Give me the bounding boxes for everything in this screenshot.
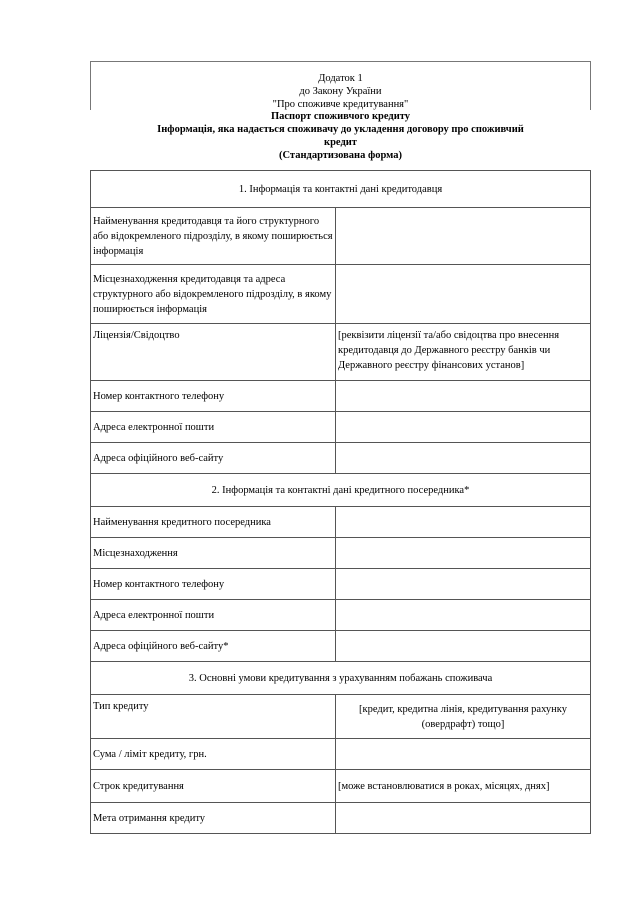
section-3-heading: 3. Основні умови кредитування з урахуванням побажань споживача [91, 662, 591, 695]
row-value[interactable]: [кредит, кредитна лінія, кредитування рахунку (овердрафт) тощо] [336, 695, 591, 739]
section-heading-row [91, 662, 591, 695]
table-row [91, 803, 591, 834]
table-row [91, 569, 591, 600]
row-value[interactable] [336, 381, 591, 412]
row-value[interactable] [336, 600, 591, 631]
row-value[interactable] [336, 538, 591, 569]
row-label: Тип кредиту [91, 695, 336, 739]
form-type: (Стандартизована форма) [278, 150, 402, 161]
section-2-heading: 2. Інформація та контактні дані кредитного посередника* [91, 474, 591, 507]
table-row [91, 412, 591, 443]
row-value[interactable] [336, 631, 591, 662]
row-value[interactable] [336, 208, 591, 265]
row-value[interactable] [336, 739, 591, 770]
row-value[interactable] [336, 412, 591, 443]
table-row [91, 695, 591, 739]
table-row [91, 208, 591, 265]
table-row [91, 443, 591, 474]
appendix-number: Додаток 1 [318, 73, 363, 84]
document-title: Паспорт споживчого кредиту [270, 111, 411, 122]
row-label: Місцезнаходження кредитодавця та адреса структурного або відокремленого підрозділу, в якому поширюється інформація [91, 265, 336, 324]
row-value[interactable] [336, 507, 591, 538]
row-value[interactable] [336, 265, 591, 324]
table-row [91, 600, 591, 631]
row-label: Строк кредитування [91, 770, 336, 803]
table-row [91, 739, 591, 770]
row-value[interactable] [336, 443, 591, 474]
row-label: Номер контактного телефону [91, 569, 336, 600]
subtitle-line-1: Інформація, яка надається споживачу до укладення договору про споживчий [157, 124, 524, 135]
row-label: Адреса електронної пошти [91, 600, 336, 631]
row-label: Ліцензія/Свідоцтво [91, 324, 336, 381]
row-label: Сума / ліміт кредиту, грн. [91, 739, 336, 770]
table-row [91, 324, 591, 381]
passport-form-table [90, 170, 591, 834]
table-row [91, 538, 591, 569]
law-reference: до Закону України [299, 86, 382, 97]
table-row [91, 770, 591, 803]
appendix-header [90, 61, 591, 110]
table-row [91, 507, 591, 538]
subtitle-line-2: кредит [324, 137, 357, 148]
table-row [91, 265, 591, 324]
row-label: Мета отримання кредиту [91, 803, 336, 834]
table-row [91, 631, 591, 662]
table-row [91, 381, 591, 412]
row-label: Адреса офіційного веб-сайту [91, 443, 336, 474]
section-1-heading: 1. Інформація та контактні дані кредитодавця [91, 171, 591, 208]
row-value[interactable] [336, 803, 591, 834]
row-label: Адреса офіційного веб-сайту* [91, 631, 336, 662]
row-value[interactable]: [реквізити ліцензії та/або свідоцтва про внесення кредитодавця до Державного реєстру банків чи Державного реєстру фінансових установ] [336, 324, 591, 381]
row-value[interactable]: [може встановлюватися в роках, місяцях, днях] [336, 770, 591, 803]
section-heading-row [91, 474, 591, 507]
document-subtitle [90, 123, 591, 136]
row-label: Номер контактного телефону [91, 381, 336, 412]
row-label: Місцезнаходження [91, 538, 336, 569]
row-label: Найменування кредитодавця та його структурного або відокремленого підрозділу, в якому поширюється інформація [91, 208, 336, 265]
section-heading-row [91, 171, 591, 208]
row-label: Найменування кредитного посередника [91, 507, 336, 538]
row-label: Адреса електронної пошти [91, 412, 336, 443]
law-title: "Про споживче кредитування" [272, 99, 409, 110]
row-value[interactable] [336, 569, 591, 600]
